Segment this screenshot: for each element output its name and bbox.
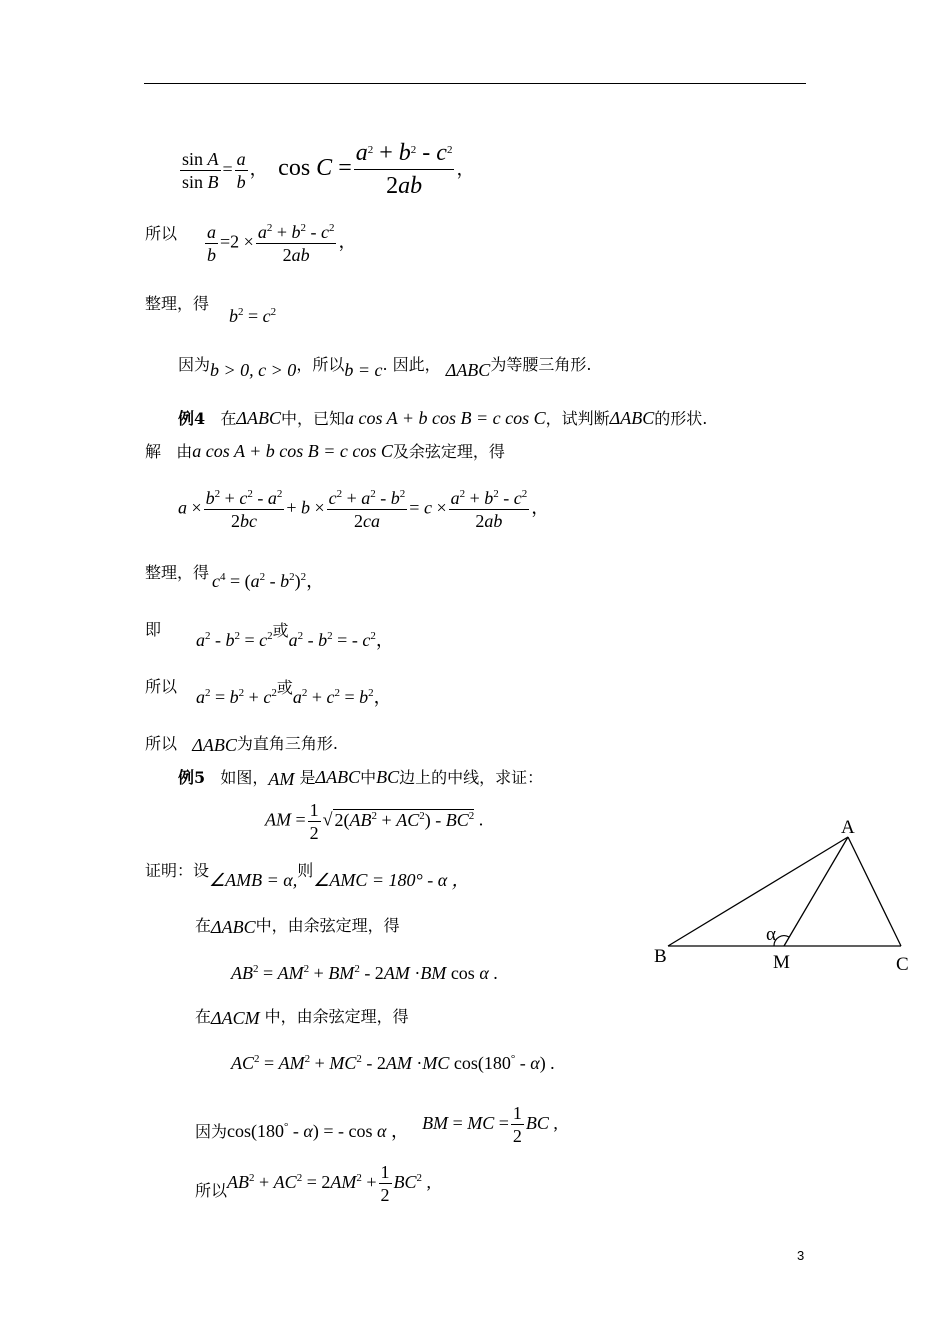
therefore-line: 所以$AB^2 + AC^2 = 2AM^2$ + $\frac{1}{2}$ $BC^2$ , (195, 1162, 432, 1205)
formula-line-8: $a^2 = b^2 + c^2$或$a^2 + c^2 = b^2$， (196, 678, 392, 707)
conclusion-isosceles: 因为b > 0, c > 0，所以b = c. 因此， ΔABC为等腰三角形. (178, 355, 592, 380)
formula-line-7: $a^2 - b^2 = c^2$或$a^2 - b^2$ = - $c^2$， (196, 621, 394, 650)
label-a: A (841, 817, 855, 838)
label-ji: 即 (145, 620, 162, 639)
example-4: 例4 在ΔABC中，已知a cos A + b cos B = c cos C，试判断ΔABC的形状. (178, 408, 708, 428)
cosine-law-acm: 在ΔACM 中，由余弦定理，得 (195, 1007, 409, 1028)
formula-line-5: a × $\frac{b^2 + c^2 - a^2}{2bc}$ + b × $\frac{c^2 + a^2 - b^2}{2ca}$ = c × $\frac{a^2 + b^2 - c^2}{2ab}$ ， (178, 488, 550, 531)
label-suoyi-1: 所以 (145, 224, 178, 243)
formula-line-13: $AB^2 = AM^2 + BM^2 - 2AM \cdot BM$ cos α . (231, 963, 498, 983)
label-suoyi-2: 所以 (145, 677, 178, 696)
formula-line-1: $\frac{\text{sin A}}{\text{sin B}}$ = $\frac{a}{b}$ ， cos C = $\frac{a^2 + b^2 - c^2}{2ab}$ ， (178, 137, 474, 202)
example-5: 例5 如图，AM 是ΔABC中BC边上的中线，求证： (178, 767, 544, 789)
header-rule (144, 83, 806, 84)
label-m: M (773, 952, 790, 973)
conclusion-right: 所以 ΔABC为直角三角形. (145, 734, 338, 755)
label-zhengli-1: 整理，得 (145, 294, 210, 313)
label-alpha: α (766, 924, 776, 945)
proof-start: 证明：设∠AMB = α,则∠AMC = 180° - α ， (145, 861, 470, 890)
formula-line-10: AM = $\frac{1}{2}$ √ $2(AB^2 + AC^2) - BC^2$ . (265, 800, 484, 843)
label-zhengli-2: 整理，得 (145, 563, 210, 582)
side-ab (668, 837, 848, 946)
formula-line-2: $\frac{a}{b}$ =2 × $\frac{a^2 + b^2 - c^2}{2ab}$ ， (207, 222, 357, 265)
triangle-figure (640, 810, 920, 980)
cosine-law-abc: 在ΔABC中，由余弦定理，得 (195, 916, 400, 937)
formula-line-3: $b^2 = c^2$ (229, 306, 277, 326)
label-b: B (654, 946, 667, 967)
side-ac (848, 837, 901, 946)
page-number: 3 (797, 1248, 805, 1263)
because-line: 因为cos(180° - α) = - cos α ， BM = MC = $\frac{1}{2}$ BC , (195, 1103, 558, 1146)
formula-line-6: $c^4 = (a^2 - b^2)^2$， (212, 571, 325, 591)
solution-line: 解 由a cos A + b cos B = c cos C及余弦定理，得 (145, 441, 505, 461)
median-am (784, 837, 848, 946)
label-c: C (896, 954, 909, 975)
formula-line-15: $AC^2 = AM^2 + MC^2 - 2AM \cdot MC$ cos(180° - α) . (231, 1053, 555, 1073)
